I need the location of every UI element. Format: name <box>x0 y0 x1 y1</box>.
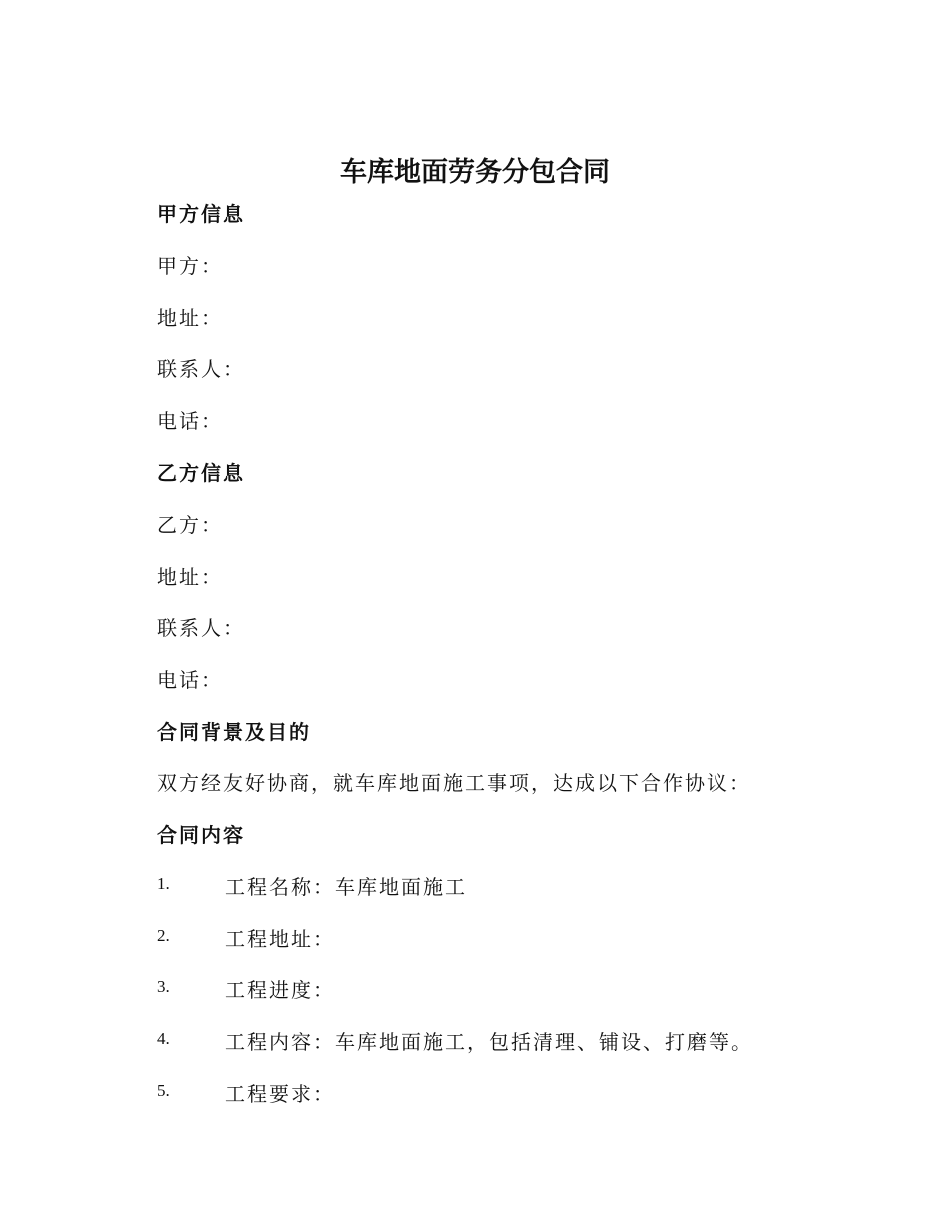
party-a-name-label: 甲方： <box>157 254 223 278</box>
list-item-text: 工程地址： <box>225 927 335 951</box>
document-title: 车库地面劳务分包合同 <box>340 157 610 188</box>
list-item-number: 3. <box>157 977 170 996</box>
party-b-heading: 乙方信息 <box>157 461 245 485</box>
party-a-heading: 甲方信息 <box>157 202 245 226</box>
background-text: 双方经友好协商，就车库地面施工事项，达成以下合作协议： <box>157 771 751 795</box>
list-item-text: 工程进度： <box>225 978 335 1002</box>
background-heading: 合同背景及目的 <box>157 720 311 744</box>
party-a-address-label: 地址： <box>157 306 223 330</box>
list-item-text: 工程名称：车库地面施工 <box>225 875 467 899</box>
list-item-text: 工程要求： <box>225 1082 335 1106</box>
list-item-number: 5. <box>157 1081 170 1100</box>
party-b-name-label: 乙方： <box>157 513 223 537</box>
list-item-number: 4. <box>157 1029 170 1048</box>
list-item-number: 1. <box>157 874 170 893</box>
content-heading: 合同内容 <box>157 823 245 847</box>
party-b-contact-label: 联系人： <box>157 616 245 640</box>
party-b-phone-label: 电话： <box>157 668 223 692</box>
party-a-contact-label: 联系人： <box>157 357 245 381</box>
party-a-phone-label: 电话： <box>157 409 223 433</box>
list-item-number: 2. <box>157 926 170 945</box>
party-b-address-label: 地址： <box>157 565 223 589</box>
list-item-text: 工程内容：车库地面施工，包括清理、铺设、打磨等。 <box>225 1030 753 1054</box>
